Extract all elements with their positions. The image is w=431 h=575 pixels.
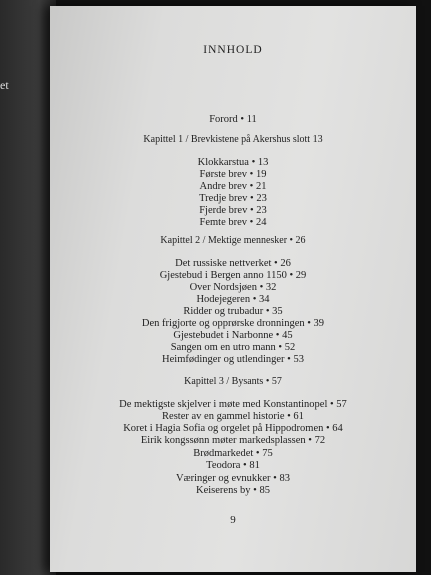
toc-entry: Over Nordsjøen • 32 (189, 282, 277, 293)
left-page (0, 0, 56, 575)
toc-entry: Væringer og evnukker • 83 (176, 473, 290, 484)
book-page (50, 6, 416, 572)
toc-entry: Hodejegeren • 34 (196, 294, 270, 305)
toc-entry: Den frigjorte og opprørske dronningen • 39 (141, 318, 325, 329)
toc-entry: Andre brev • 21 (199, 181, 267, 192)
toc-entry: Det russiske nettverket • 26 (175, 258, 291, 269)
toc-entry: Gjestebudet i Narbonne • 45 (173, 330, 293, 341)
toc-entry: Brødmarkedet • 75 (193, 448, 273, 459)
page-number: 9 (230, 514, 236, 526)
toc-chapter-2: Kapittel 2 / Mektige mennesker • 26 (160, 235, 306, 246)
toc-entry: Fjerde brev • 23 (199, 205, 267, 216)
toc-entry: Første brev • 19 (199, 169, 267, 180)
toc-entry: Tredje brev • 23 (199, 193, 267, 204)
toc-entry: Teodora • 81 (206, 460, 260, 471)
toc-chapter-3: Kapittel 3 / Bysants • 57 (184, 376, 282, 387)
toc-entry: Femte brev • 24 (199, 217, 267, 228)
toc-entry: De mektigste skjelver i møte med Konstantinopel • 57 (119, 399, 347, 410)
toc-entry: Keiserens by • 85 (196, 485, 270, 496)
left-page-text-fragment: et (0, 78, 9, 92)
toc-entry: Gjestebud i Bergen anno 1150 • 29 (159, 270, 307, 281)
toc-entry: Klokkarstua • 13 (197, 157, 269, 168)
toc-entry: Koret i Hagia Sofia og orgelet på Hippodromen • 64 (123, 423, 343, 434)
toc-chapter-1: Kapittel 1 / Brevkistene på Akershus slott 13 (143, 134, 323, 145)
toc-entry: Heimfødinger og utlendinger • 53 (162, 354, 304, 365)
toc-heading: INNHOLD (203, 44, 263, 56)
toc-entry: Sangen om en utro mann • 52 (170, 342, 296, 353)
toc-entry-forord: Forord • 11 (209, 114, 257, 125)
toc-entry: Ridder og trubadur • 35 (183, 306, 283, 317)
toc-entry: Rester av en gammel historie • 61 (162, 411, 304, 422)
toc-entry: Eirik kongssønn møter markedsplassen • 72 (140, 435, 326, 446)
